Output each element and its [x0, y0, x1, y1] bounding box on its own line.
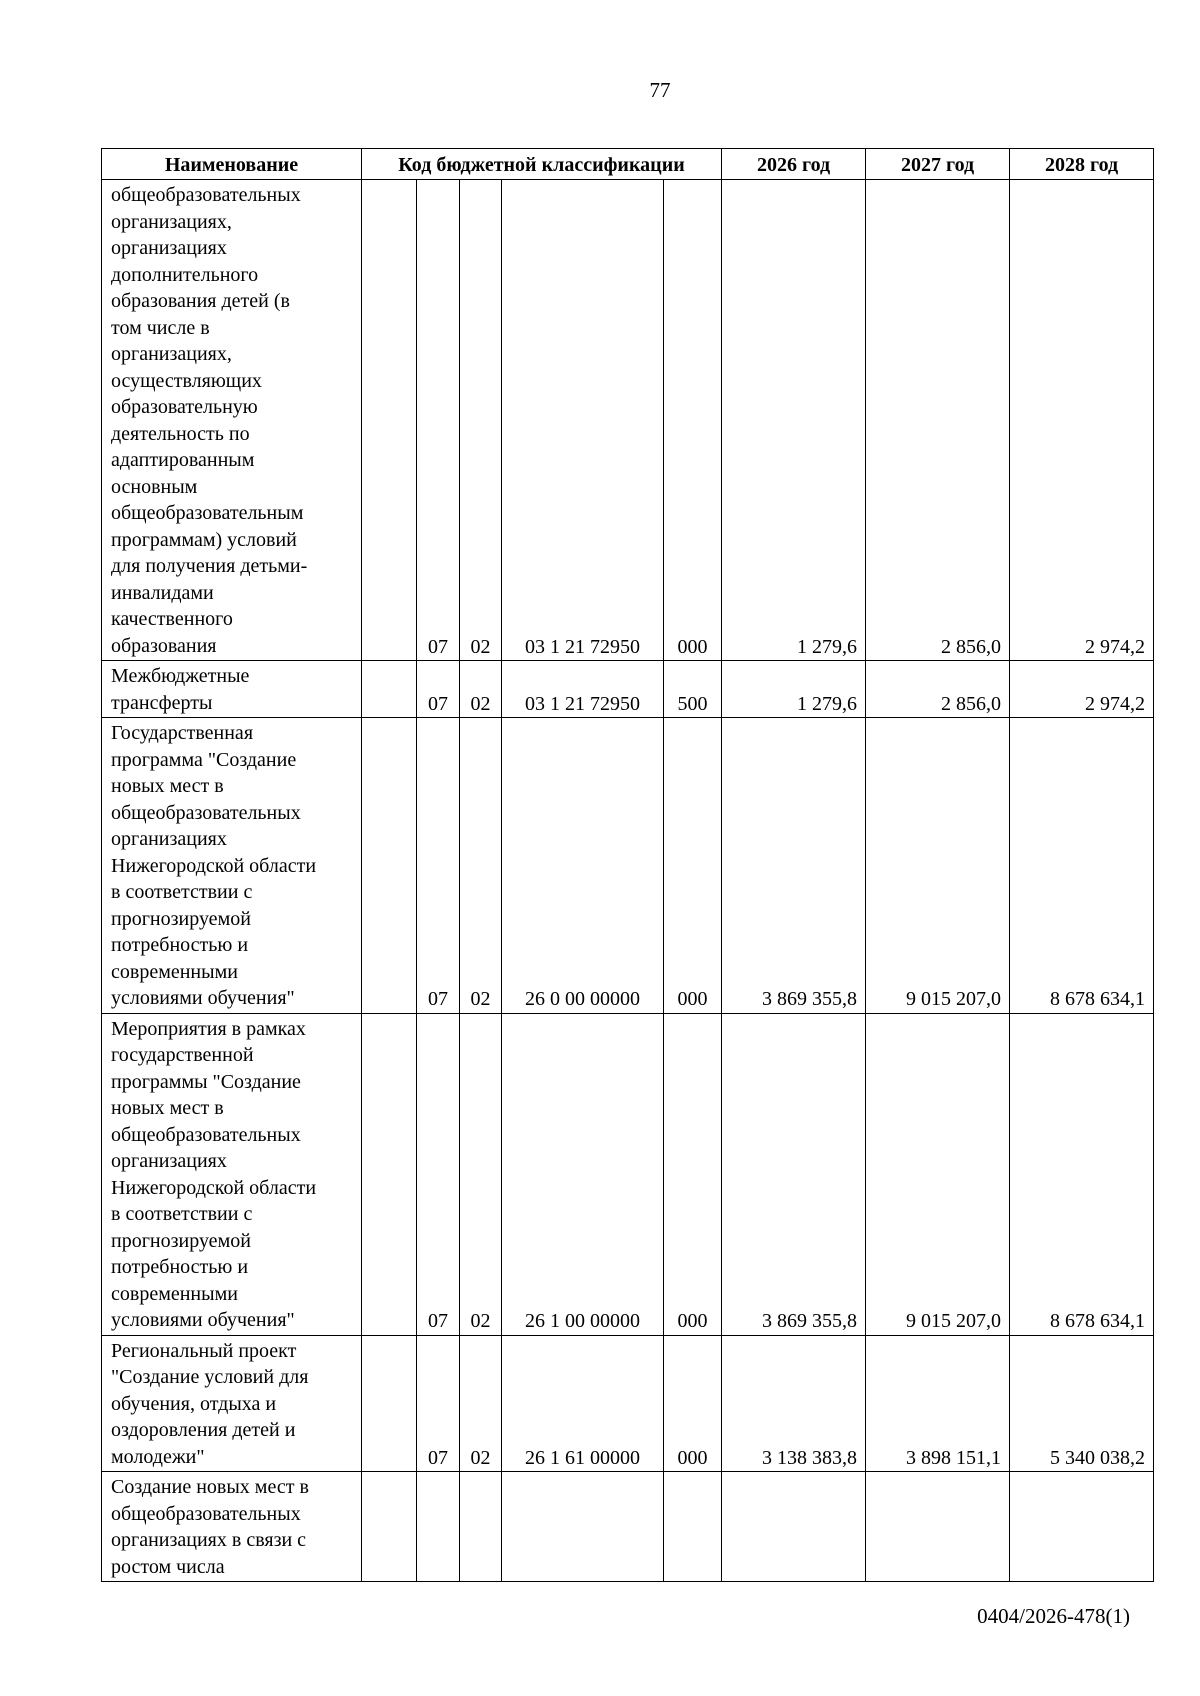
row-name-line: общеобразовательных: [111, 801, 301, 824]
row-name-line: организациях: [111, 237, 227, 259]
amount-2028: 2 974,2: [1010, 661, 1154, 718]
amount-2028: 2 974,2: [1010, 180, 1154, 661]
row-name-line: в соответствии с: [111, 881, 253, 903]
row-name-line: общеобразовательным: [111, 502, 304, 524]
table-row: [102, 1335, 1154, 1472]
amount-2027: 9 015 207,0: [866, 1013, 1010, 1335]
row-name-line: общеобразовательных: [111, 184, 301, 206]
row-name-line: современными: [111, 960, 238, 983]
row-name-line: для получения детьми-: [111, 555, 308, 577]
row-name-line: государственной: [111, 1044, 254, 1066]
budget-table: [101, 148, 1154, 1582]
row-name-line: деятельность по: [111, 422, 250, 445]
code-part-blank: [362, 1335, 417, 1472]
row-name-line: Создание новых мест в: [111, 1476, 309, 1498]
row-name-line: программа "Создание: [111, 748, 297, 771]
amount-2028: 5 340 038,2: [1010, 1335, 1154, 1472]
amount-2026: 3 869 355,8: [722, 718, 866, 1014]
row-name-line: организациях: [111, 828, 227, 850]
code-target-article: 26 1 00 00000: [502, 1013, 664, 1335]
code-part-blank: [362, 718, 417, 1014]
row-name-line: Мероприятия в рамках: [111, 1017, 306, 1040]
header-2028: 2028 год: [1010, 149, 1154, 180]
row-name-line: оздоровления детей и: [111, 1419, 296, 1441]
code-expense-type: 000: [664, 1335, 722, 1472]
row-name-line: прогнозируемой: [111, 1229, 251, 1252]
document-code: 0404/2026-478(1): [977, 1604, 1130, 1628]
header-2026: 2026 год: [722, 149, 866, 180]
code-section: 07: [417, 718, 460, 1014]
row-name: [102, 1472, 362, 1582]
code-target-article: 03 1 21 72950: [502, 180, 664, 661]
row-name-line: Региональный проект: [111, 1339, 297, 1362]
amount-2027: 2 856,0: [866, 180, 1010, 661]
row-name-line: осуществляющих: [111, 369, 262, 392]
row-name: [102, 718, 362, 1014]
row-name-line: Нижегородской области: [111, 854, 317, 877]
row-name-line: общеобразовательных: [111, 1123, 301, 1146]
row-name-line: прогнозируемой: [111, 907, 251, 930]
row-name-line: образования детей (в: [111, 290, 290, 312]
amount-2028: [1010, 1472, 1154, 1582]
table-body: [102, 180, 1154, 1582]
code-target-article: 03 1 21 72950: [502, 661, 664, 718]
row-name-line: условиями обучения": [111, 1309, 295, 1331]
row-name-line: организациях,: [111, 343, 232, 365]
row-name-line: условиями обучения": [111, 987, 295, 1009]
table-row: [102, 1013, 1154, 1335]
row-name-line: адаптированным: [111, 449, 255, 471]
table-header-row: [102, 149, 1154, 180]
row-name-line: образования: [111, 634, 217, 657]
page-number: 77: [649, 78, 671, 102]
header-code: Код бюджетной классификации: [362, 149, 722, 180]
row-name-line: потребностью и: [111, 934, 249, 956]
table-row: [102, 180, 1154, 661]
code-target-article: [502, 1472, 664, 1582]
row-name-line: обучения, отдыха и: [111, 1392, 277, 1415]
header-2027: 2027 год: [866, 149, 1010, 180]
row-name-line: в соответствии с: [111, 1203, 253, 1225]
code-section: [417, 1472, 460, 1582]
row-name-line: Государственная: [111, 722, 254, 744]
row-name-line: основным: [111, 475, 198, 498]
amount-2027: 2 856,0: [866, 661, 1010, 718]
amount-2028: 8 678 634,1: [1010, 718, 1154, 1014]
row-name-line: программам) условий: [111, 528, 297, 551]
row-name-line: "Создание условий для: [111, 1366, 309, 1388]
code-part-blank: [362, 661, 417, 718]
row-name: [102, 1013, 362, 1335]
row-name-line: ростом числа: [111, 1555, 225, 1578]
row-name-line: потребностью и: [111, 1256, 249, 1278]
row-name-line: дополнительного: [111, 263, 259, 286]
code-section: 07: [417, 1335, 460, 1472]
row-name: [102, 1335, 362, 1472]
code-subsection: 02: [460, 1013, 502, 1335]
amount-2026: 3 138 383,8: [722, 1335, 866, 1472]
amount-2027: 9 015 207,0: [866, 718, 1010, 1014]
code-expense-type: 000: [664, 718, 722, 1014]
row-name-line: программы "Создание: [111, 1070, 301, 1093]
row-name-line: организациях: [111, 1150, 227, 1172]
table-row: [102, 1472, 1154, 1582]
row-name-line: образовательную: [111, 396, 258, 418]
code-subsection: 02: [460, 1335, 502, 1472]
row-name-line: новых мест в: [111, 1097, 224, 1119]
row-name-line: инвалидами: [111, 581, 214, 604]
amount-2027: 3 898 151,1: [866, 1335, 1010, 1472]
amount-2026: 1 279,6: [722, 661, 866, 718]
code-expense-type: [664, 1472, 722, 1582]
code-subsection: 02: [460, 718, 502, 1014]
code-target-article: 26 1 61 00000: [502, 1335, 664, 1472]
code-subsection: 02: [460, 180, 502, 661]
amount-2027: [866, 1472, 1010, 1582]
row-name-line: современными: [111, 1282, 238, 1305]
code-target-article: 26 0 00 00000: [502, 718, 664, 1014]
row-name-line: том числе в: [111, 316, 210, 339]
code-section: 07: [417, 1013, 460, 1335]
header-name: Наименование: [102, 149, 362, 180]
code-section: 07: [417, 180, 460, 661]
code-expense-type: 000: [664, 180, 722, 661]
table-row: [102, 661, 1154, 718]
amount-2028: 8 678 634,1: [1010, 1013, 1154, 1335]
row-name: [102, 180, 362, 661]
code-subsection: [460, 1472, 502, 1582]
row-name-line: общеобразовательных: [111, 1502, 301, 1525]
amount-2026: 1 279,6: [722, 180, 866, 661]
row-name: [102, 661, 362, 718]
code-expense-type: 500: [664, 661, 722, 718]
code-part-blank: [362, 1472, 417, 1582]
row-name-line: Межбюджетные: [111, 665, 250, 687]
row-name-line: новых мест в: [111, 775, 224, 797]
amount-2026: [722, 1472, 866, 1582]
table-row: [102, 718, 1154, 1014]
row-name-line: организациях,: [111, 210, 232, 233]
code-section: 07: [417, 661, 460, 718]
row-name-line: качественного: [111, 608, 233, 630]
code-part-blank: [362, 180, 417, 661]
code-expense-type: 000: [664, 1013, 722, 1335]
row-name-line: трансферты: [111, 691, 213, 714]
code-part-blank: [362, 1013, 417, 1335]
row-name-line: организациях в связи с: [111, 1529, 307, 1551]
code-subsection: 02: [460, 661, 502, 718]
row-name-line: Нижегородской области: [111, 1176, 317, 1199]
amount-2026: 3 869 355,8: [722, 1013, 866, 1335]
row-name-line: молодежи": [111, 1445, 205, 1468]
